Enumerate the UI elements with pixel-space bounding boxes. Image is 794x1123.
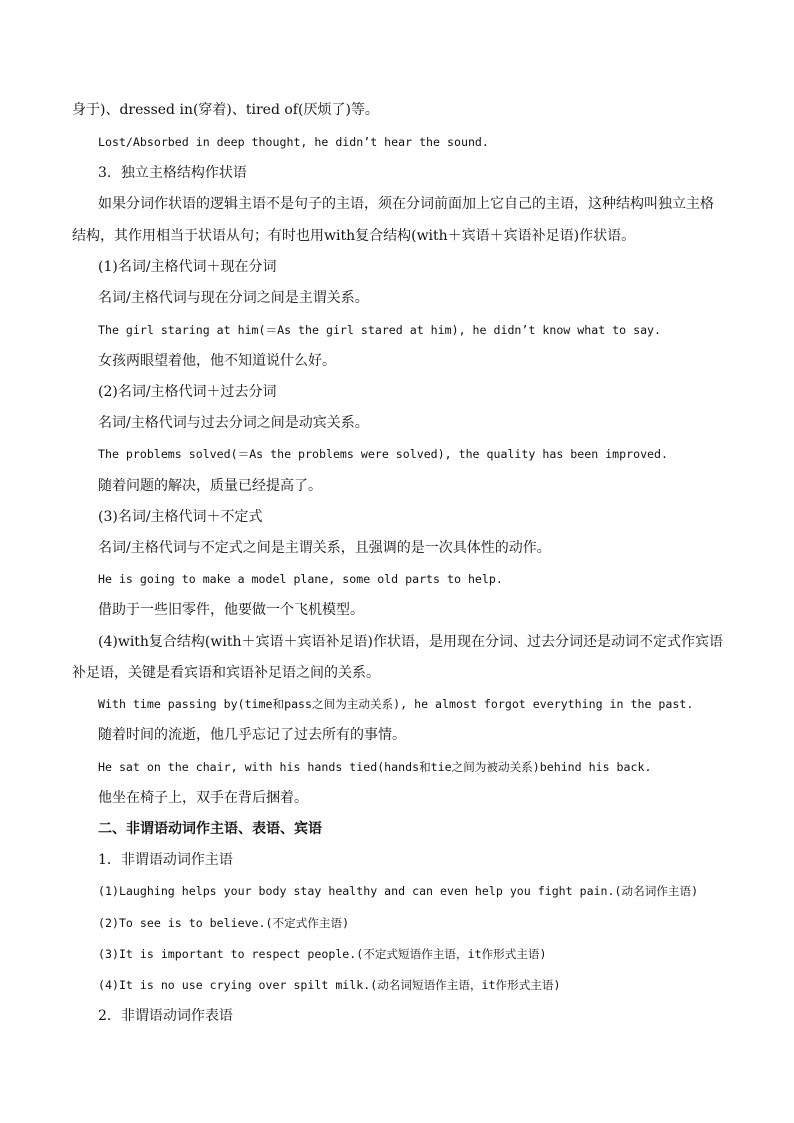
subheading-3: (3)名词/主格代词＋不定式 [98,509,263,525]
translation-2: 随着问题的解决，质量已经提高了。 [98,478,322,494]
paragraph-line-2: 结构，其作用相当于状语从句；有时也用with复合结构(with＋宾语＋宾语补足语)作状语。 [72,228,636,244]
section-heading-2: 二、非谓语动词作主语、表语、宾语 [98,821,322,837]
subject-example-4: (4)It is no use crying over spilt milk.(动名词短语作主语，it作形式主语) [98,978,561,992]
translation-3: 借助于一些旧零件，他要做一个飞机模型。 [98,602,364,618]
subheading-2: (2)名词/主格代词＋过去分词 [98,384,277,400]
translation-4: 随着时间的流逝，他几乎忘记了过去所有的事情。 [98,727,406,743]
example-sentence-5: He sat on the chair, with his hands tied(hands和tie之间为被动关系)behind his back. [98,760,652,774]
example-sentence-1: The girl staring at him(＝As the girl stared at him), he didn’t know what to say. [98,323,662,337]
section-heading-3: 3．独立主格结构作状语 [98,165,247,181]
subheading-4-line-2: 补足语，关键是看宾语和宾语补足语之间的关系。 [72,665,380,681]
translation-1: 女孩两眼望着他，他不知道说什么好。 [98,353,336,369]
subsection-heading-2: 2．非谓语动词作表语 [98,1008,233,1024]
subject-example-3: (3)It is important to respect people.(不定式短语作主语，it作形式主语) [98,947,547,961]
example-sentence-2: The problems solved(＝As the problems were solved), the quality has been improved. [98,447,668,461]
subject-example-2: (2)To see is to believe.(不定式作主语) [98,916,350,930]
subheading-1: (1)名词/主格代词＋现在分词 [98,259,277,275]
example-sentence-3: He is going to make a model plane, some old parts to help. [98,572,503,586]
example-sentence-lost-absorbed: Lost/Absorbed in deep thought, he didn’t hear the sound. [98,135,489,149]
rule-text-2: 名词/主格代词与过去分词之间是动宾关系。 [98,415,369,431]
rule-text-3: 名词/主格代词与不定式之间是主谓关系，且强调的是一次具体性的动作。 [98,540,551,556]
translation-5: 他坐在椅子上，双手在背后捆着。 [98,790,308,806]
paragraph-line-1: 如果分词作状语的逻辑主语不是句子的主语，须在分词前面加上它自己的主语，这种结构叫独立主格 [98,196,714,212]
subject-example-1: (1)Laughing helps your body stay healthy and can even help you fight pain.(动名词作主语) [98,884,699,898]
subheading-4-line-1: (4)with复合结构(with＋宾语＋宾语补足语)作状语，是用现在分词、过去分词还是动词不定式作宾语 [98,634,723,650]
rule-text-1: 名词/主格代词与现在分词之间是主谓关系。 [98,290,369,306]
text-line-1: 身于)、dressed in(穿着)、tired of(厌烦了)等。 [72,102,379,118]
subsection-heading-1: 1．非谓语动词作主语 [98,852,233,868]
example-sentence-4: With time passing by(time和pass之间为主动关系), he almost forgot everything in the past. [98,697,694,711]
